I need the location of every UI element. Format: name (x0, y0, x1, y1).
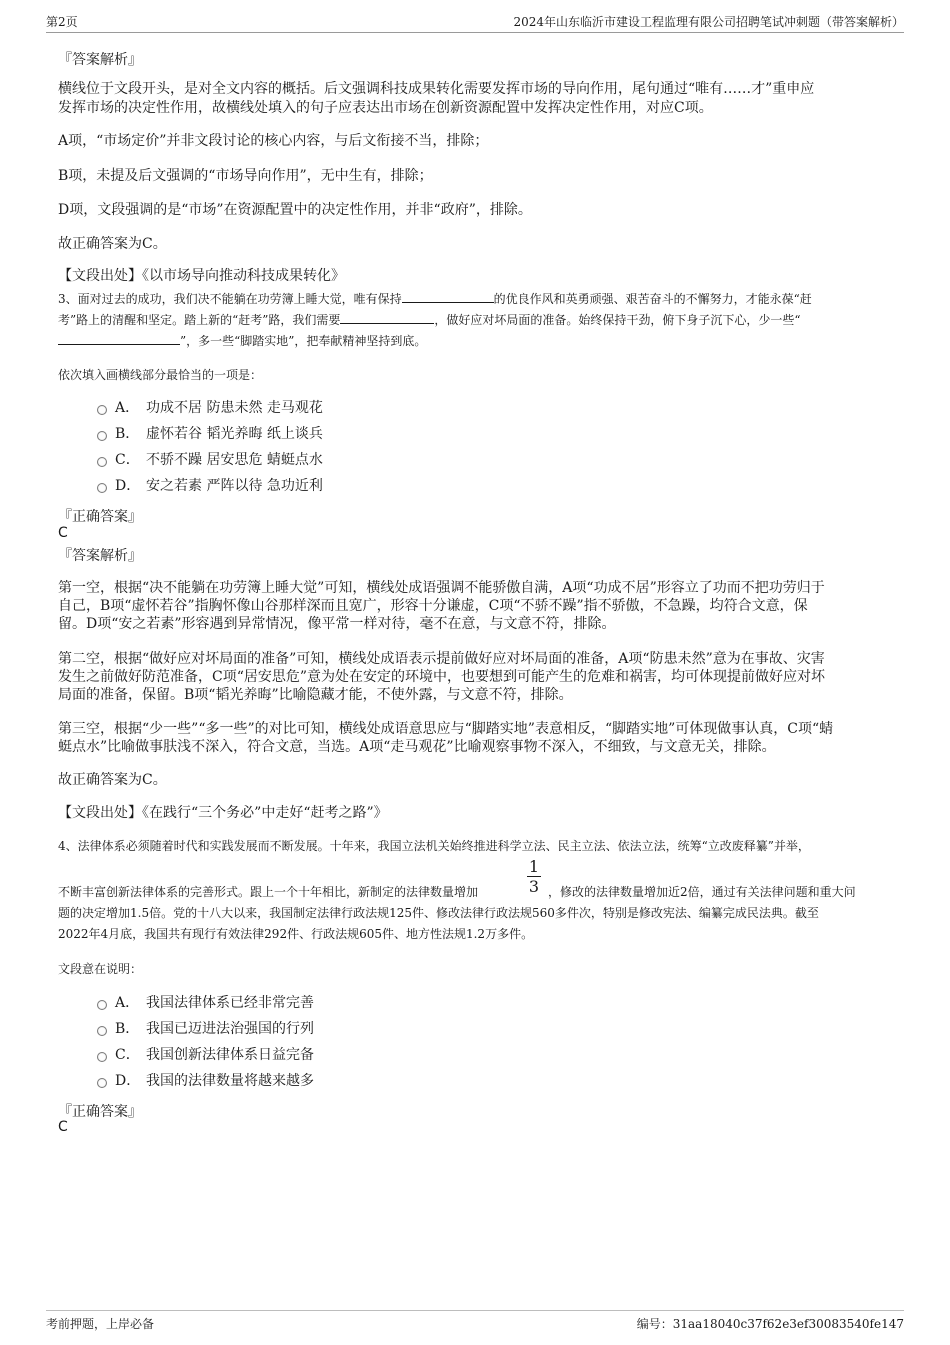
q3-para1-line-2: 自己，B项“虚怀若谷”指胸怀像山谷那样深而且宽广，形容十分谦虚，C项“不骄不躁”指不骄傲，不急躁，均符合文意，保 (58, 598, 808, 614)
q2-option-d-analysis: D项，文段强调的是“市场”在资源配置中的决定性作用，并非“政府”，排除。 (58, 202, 532, 218)
document-title: 2024年山东临沂市建设工程监理有限公司招聘笔试冲刺题（带答案解析） (513, 15, 904, 29)
q3-analysis-label: 『答案解析』 (58, 548, 142, 564)
radio-button-icon[interactable] (97, 1078, 107, 1088)
q3-para3-line-1: 第三空，根据“少一些”“多一些”的对比可知，横线处成语意思应与“脚踏实地”表意相反，“脚踏实地”可体现做事认真，C项“蜻 (58, 721, 834, 737)
page-number: 第2页 (46, 15, 78, 29)
footer-slogan: 考前押题，上岸必备 (46, 1317, 155, 1331)
q4-stem-line-2b: ，修改的法律数量增加近2倍，通过有关法律问题和重大问 (548, 885, 856, 899)
option-letter: D． (115, 1073, 141, 1089)
q3-para2-line-3: 局面的准备，保留。B项“韬光养晦”比喻隐藏才能，不使外露，与文意不符，排除。 (58, 687, 573, 703)
q3-stem-line-1 (58, 290, 812, 308)
q3-answer: C (58, 525, 68, 541)
q3-para1-line-1: 第一空，根据“决不能躺在功劳簿上睡大觉”可知，横线处成语强调不能骄傲自满，A项“功成不居”形容立了功而不把功劳归于 (58, 580, 825, 596)
q3-source: 【文段出处】《在践行“三个务必”中走好“赶考之路”》 (58, 805, 388, 821)
option-text: 我国法律体系已经非常完善 (146, 995, 314, 1011)
q3-option-c[interactable] (115, 452, 323, 469)
q3-prompt: 依次填入画横线部分最恰当的一项是： (58, 368, 263, 382)
q3-para2-line-1: 第二空，根据“做好应对坏局面的准备”可知，横线处成语表示提前做好应对坏局面的准备，A项“防患未然”意为在事故、灾害 (58, 651, 825, 667)
q2-analysis-line-2: 发挥市场的决定性作用，故横线处填入的句子应表达出市场在创新资源配置中发挥决定性作用，对应C项。 (58, 100, 713, 116)
q3-para3-line-2: 蜓点水”比喻做事肤浅不深入，符合文意，当选。A项“走马观花”比喻观察事物不深入，不细致，与文意无关，排除。 (58, 739, 776, 755)
radio-button-icon[interactable] (97, 1000, 107, 1010)
q4-answer-label: 『正确答案』 (58, 1104, 142, 1120)
q3-option-b[interactable] (115, 426, 323, 443)
q3-answer-label: 『正确答案』 (58, 509, 142, 525)
q3-stem-line-2 (58, 311, 801, 329)
page-header (46, 12, 904, 33)
q3-blank-1 (402, 290, 494, 303)
radio-button-icon[interactable] (97, 483, 107, 493)
q4-stem-line-2a: 不断丰富创新法律体系的完善形式。跟上一个十年相比，新制定的法律数量增加 (58, 885, 479, 899)
q3-stem-line-3 (58, 332, 426, 350)
q3-para1-line-3: 留。D项“安之若素”形容遇到异常情况，像平常一样对待，毫不在意，与文意不符，排除。 (58, 616, 616, 632)
q3-stem-part-4: ，做好应对坏局面的准备。始终保持干劲，俯下身子沉下心，少一些“ (434, 313, 801, 327)
radio-button-icon[interactable] (97, 431, 107, 441)
q3-para2-line-2: 发生之前做好防范准备，C项“居安思危”意为处在安定的环境中，也要想到可能产生的危难和祸害，均可体现提前做好应对坏 (58, 669, 826, 685)
radio-button-icon[interactable] (97, 1026, 107, 1036)
option-text: 我国已迈进法治强国的行列 (146, 1021, 314, 1037)
option-letter: A． (115, 995, 140, 1011)
q4-stem-line-1: 4、法律体系必须随着时代和实践发展而不断发展。十年来，我国立法机关始终推进科学立法、民主立法、依法立法，统筹“立改废释纂”并举， (58, 839, 810, 853)
fraction-denominator: 3 (528, 877, 540, 896)
option-text: 虚怀若谷 韬光养晦 纸上谈兵 (146, 426, 323, 442)
radio-button-icon[interactable] (97, 405, 107, 415)
option-text: 不骄不躁 居安思危 蜻蜓点水 (146, 452, 323, 468)
option-text: 功成不居 防患未然 走马观花 (146, 400, 323, 416)
q3-stem-part-3: 考”路上的清醒和坚定。踏上新的“赶考”路，我们需要 (58, 313, 341, 327)
q4-fraction (527, 858, 541, 895)
q4-stem-line-3: 题的决定增加1.5倍。党的十八大以来，我国制定法律行政法规125件、修改法律行政法规560多件次，特别是修改宪法、编纂完成民法典。截至 (58, 906, 819, 920)
q3-option-a[interactable] (115, 400, 323, 417)
q2-conclusion: 故正确答案为C。 (58, 236, 167, 252)
q4-prompt: 文段意在说明： (58, 962, 143, 976)
option-text: 我国的法律数量将越来越多 (146, 1073, 314, 1089)
q2-analysis-line-1: 横线位于文段开头，是对全文内容的概括。后文强调科技成果转化需要发挥市场的导向作用，尾句通过“唯有……才”重申应 (58, 81, 815, 97)
option-text: 我国创新法律体系日益完备 (146, 1047, 314, 1063)
document-code: 编号：31aa18040c37f62e3ef30083540fe147 (636, 1317, 904, 1331)
q2-analysis-label: 『答案解析』 (58, 52, 142, 68)
fraction-numerator: 1 (528, 857, 540, 876)
option-letter: C． (115, 452, 140, 468)
q2-option-a-analysis: A项，“市场定价”并非文段讨论的核心内容，与后文衔接不当，排除； (58, 133, 489, 149)
option-letter: B． (115, 1021, 140, 1037)
radio-button-icon[interactable] (97, 1052, 107, 1062)
option-letter: A． (115, 400, 140, 416)
q4-option-c[interactable] (115, 1047, 314, 1064)
q3-option-d[interactable] (115, 478, 323, 495)
q3-blank-2 (340, 311, 434, 324)
page-footer (46, 1310, 904, 1333)
q4-stem-line-4: 2022年4月底，我国共有现行有效法律292件、行政法规605件、地方性法规1.2万多件。 (58, 927, 534, 941)
q2-source: 【文段出处】《以市场导向推动科技成果转化》 (58, 268, 345, 284)
option-letter: C． (115, 1047, 140, 1063)
q4-answer: C (58, 1119, 68, 1135)
q3-conclusion: 故正确答案为C。 (58, 772, 167, 788)
q3-stem-part-2: 的优良作风和英勇顽强、艰苦奋斗的不懈努力，才能永葆“赶 (493, 292, 812, 306)
option-letter: D． (115, 478, 141, 494)
option-letter: B． (115, 426, 140, 442)
q4-option-b[interactable] (115, 1021, 314, 1038)
option-text: 安之若素 严阵以待 急功近利 (146, 478, 323, 494)
q3-stem-part-5: ”，多一些“脚踏实地”，把奉献精神坚持到底。 (180, 334, 427, 348)
q4-option-d[interactable] (115, 1073, 314, 1090)
q2-option-b-analysis: B项，未提及后文强调的“市场导向作用”，无中生有，排除； (58, 168, 433, 184)
q3-blank-3 (58, 332, 180, 345)
q4-option-a[interactable] (115, 995, 314, 1012)
q3-stem-part-1: 3、面对过去的成功，我们决不能躺在功劳簿上睡大觉，唯有保持 (58, 292, 402, 306)
radio-button-icon[interactable] (97, 457, 107, 467)
